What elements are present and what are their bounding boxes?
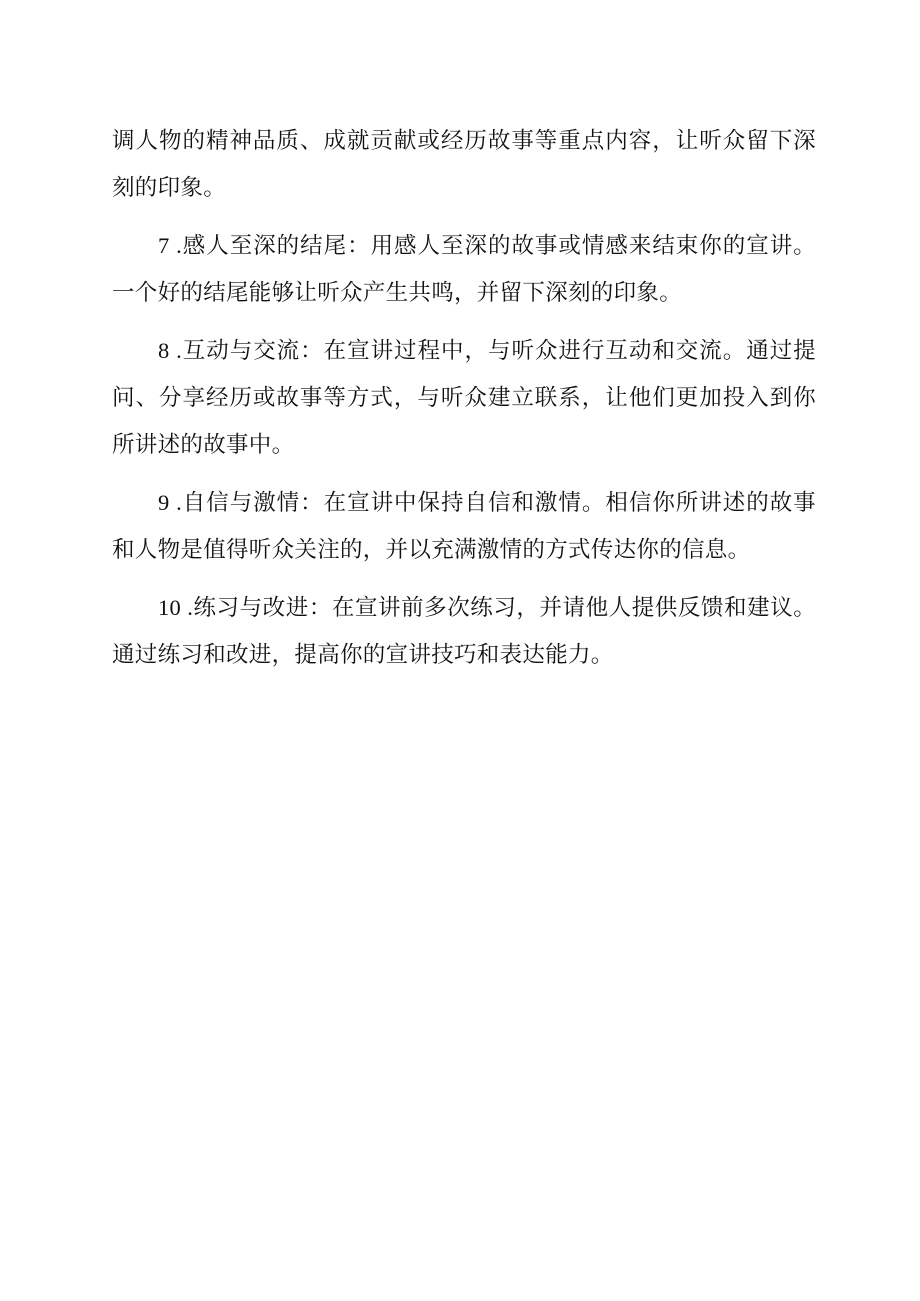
paragraph-item-9 [112,479,816,574]
paragraph-number: 8 . [158,338,183,363]
paragraph-text: 练习与改进：在宣讲前多次练习，并请他人提供反馈和建议。通过练习和改进，提高你的宣讲技巧和表达能力。 [112,595,816,668]
paragraph-item-10 [112,584,816,679]
paragraph-continuation [112,118,816,212]
paragraph-item-7 [112,222,816,317]
paragraph-number: 9 . [158,490,183,515]
paragraph-text: 互动与交流：在宣讲过程中，与听众进行互动和交流。通过提问、分享经历或故事等方式，与听众建立联系，让他们更加投入到你所讲述的故事中。 [112,338,816,458]
paragraph-item-8 [112,327,816,469]
paragraph-number: 10 . [158,595,194,620]
paragraph-number: 7 . [158,233,183,258]
document-body [112,118,816,689]
paragraph-text: 感人至深的结尾：用感人至深的故事或情感来结束你的宣讲。一个好的结尾能够让听众产生共鸣，并留下深刻的印象。 [112,233,816,306]
paragraph-text: 调人物的精神品质、成就贡献或经历故事等重点内容，让听众留下深刻的印象。 [112,128,816,201]
paragraph-text: 自信与激情：在宣讲中保持自信和激情。相信你所讲述的故事和人物是值得听众关注的，并以充满激情的方式传达你的信息。 [112,490,816,563]
